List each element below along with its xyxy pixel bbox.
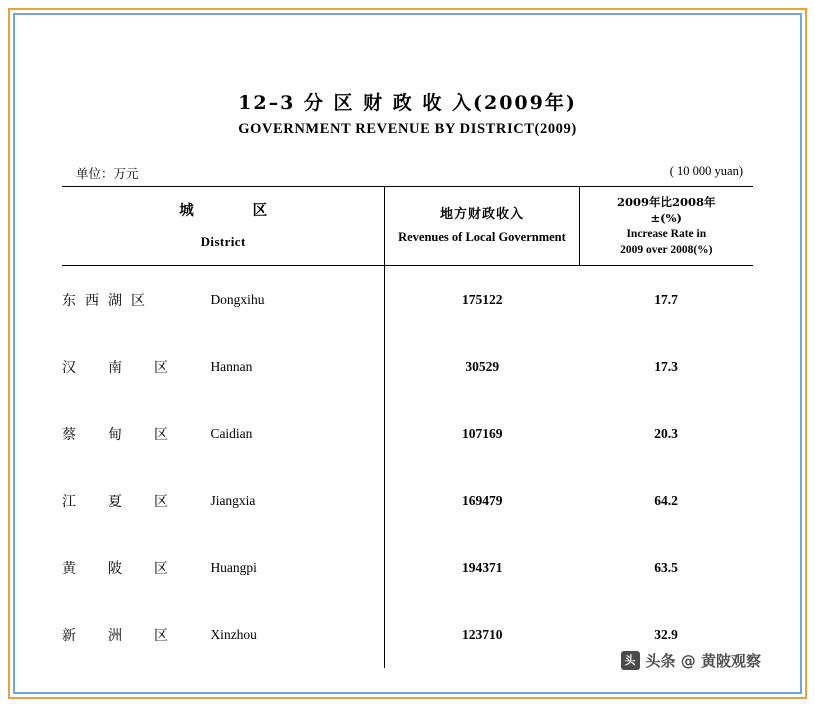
row-district-zh: 汉 南 区	[62, 359, 177, 376]
unit-row	[62, 164, 753, 182]
header-district	[62, 187, 385, 266]
row-rate-value: 32.9	[654, 626, 678, 642]
revenue-table	[62, 186, 753, 668]
row-rate-value: 20.3	[654, 425, 678, 441]
header-district-label-en: District	[200, 234, 246, 249]
row-rate-value: 17.7	[654, 291, 678, 307]
row-revenue-value: 123710	[385, 601, 579, 668]
row-district-en: Dongxihu	[210, 291, 265, 307]
header-district-label-zh: 城 区	[179, 202, 278, 220]
row-rate-value: 17.3	[654, 358, 678, 374]
row-district-zh: 黄 陂 区	[62, 560, 177, 577]
table-row	[62, 534, 753, 601]
row-district-en: Caidian	[210, 425, 253, 441]
table-header-row	[62, 187, 753, 266]
row-district-zh: 江 夏 区	[62, 493, 177, 510]
header-rate-zh-line1: 2009年比2008年	[617, 194, 716, 209]
row-revenue-value: 175122	[385, 266, 579, 334]
header-revenue-label-zh: 地方财政收入	[439, 206, 524, 222]
toutiao-logo-icon: 头	[621, 651, 640, 670]
header-revenue	[385, 187, 579, 266]
row-district-zh: 东西湖区	[62, 292, 154, 309]
watermark	[621, 650, 761, 671]
document-content	[18, 18, 797, 689]
page-title-english: GOVERNMENT REVENUE BY DISTRICT(2009)	[238, 121, 577, 137]
row-district-en: Huangpi	[210, 559, 257, 575]
row-revenue-value: 194371	[385, 534, 579, 601]
row-revenue-value: 107169	[385, 400, 579, 467]
header-rate-en-line1: Increase Rate in	[626, 228, 707, 240]
table-row	[62, 333, 753, 400]
row-revenue-value: 30529	[385, 333, 579, 400]
unit-label-english: ( 10 000 yuan)	[669, 164, 743, 178]
row-district-en: Hannan	[210, 358, 253, 374]
table-body	[62, 266, 753, 669]
header-rate-en-line2: 2009 over 2008(%)	[620, 244, 713, 257]
header-revenue-label-en: Revenues of Local Government	[398, 230, 566, 245]
row-rate-value: 63.5	[654, 559, 678, 575]
row-revenue-value: 169479	[385, 467, 579, 534]
table-row	[62, 400, 753, 467]
table-row	[62, 467, 753, 534]
unit-label-chinese: 单位：万元	[76, 167, 139, 181]
row-district-en: Xinzhou	[210, 626, 257, 642]
row-district-zh: 新 洲 区	[62, 627, 177, 644]
header-rate-zh-line2: ±(%)	[650, 210, 682, 225]
row-district-zh: 蔡 甸 区	[62, 426, 177, 443]
page-title-chinese: 12–3 分 区 财 政 收 入(2009年)	[238, 92, 577, 114]
watermark-label: 头条 @ 黄陂观察	[645, 652, 761, 670]
row-district-en: Jiangxia	[210, 492, 256, 508]
table-row	[62, 266, 753, 334]
row-rate-value: 64.2	[654, 492, 678, 508]
header-increase-rate	[579, 187, 753, 266]
